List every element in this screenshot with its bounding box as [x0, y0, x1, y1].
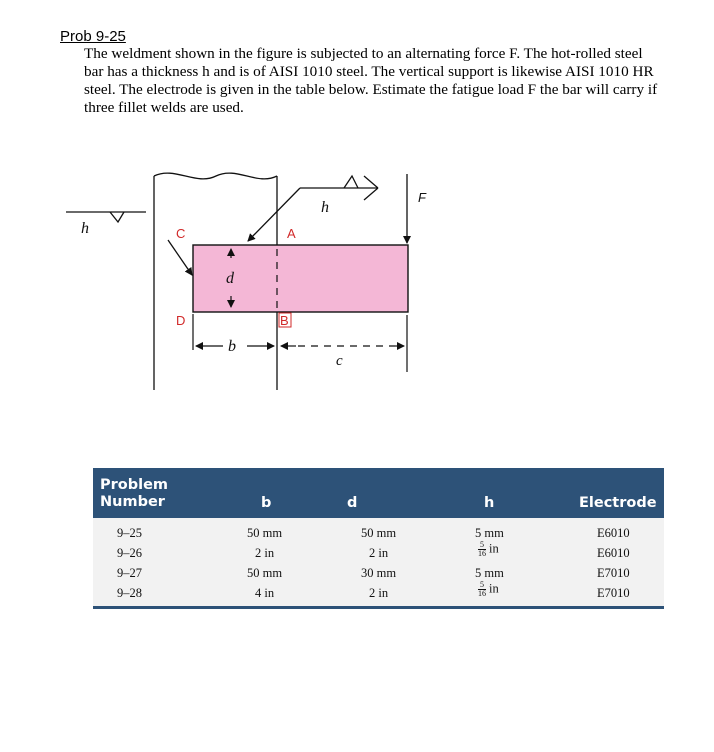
- cell-b: 50 mm: [247, 526, 283, 540]
- label-c: c: [336, 353, 343, 369]
- header-b: b: [261, 495, 272, 511]
- cell-problem: 9–25: [117, 526, 142, 540]
- cell-d: 2 in: [369, 546, 389, 560]
- cell-h: $\frac{5}{16}$ in: [478, 540, 499, 558]
- label-D: D: [176, 313, 186, 328]
- label-B: B: [280, 313, 289, 328]
- label-C: C: [176, 226, 186, 241]
- label-d: d: [226, 270, 234, 287]
- cell-electrode: E7010: [597, 586, 630, 600]
- table-header: [93, 468, 664, 518]
- cell-electrode: E6010: [597, 526, 630, 540]
- cell-problem: 9–26: [117, 546, 142, 560]
- cell-h: 5 mm: [475, 526, 504, 540]
- label-h-top: h: [321, 199, 329, 216]
- label-F: F: [418, 190, 426, 205]
- problem-title: Prob 9-25: [60, 28, 126, 45]
- header-problem-number: Problem Number: [100, 477, 169, 510]
- cell-b: 4 in: [255, 586, 275, 600]
- leader-c: [168, 240, 192, 275]
- cell-h: 5 mm: [475, 566, 504, 580]
- weld-symbol-top: [248, 176, 378, 241]
- cell-problem: 9–27: [117, 566, 142, 580]
- dimension-c: [281, 315, 407, 372]
- problem-table: [93, 468, 664, 613]
- cell-d: 50 mm: [361, 526, 397, 540]
- label-h-left: h: [81, 220, 89, 237]
- weldment-figure: [60, 150, 460, 390]
- cell-electrode: E6010: [597, 546, 630, 560]
- cell-d: 30 mm: [361, 566, 397, 580]
- cell-b: 50 mm: [247, 566, 283, 580]
- header-d: d: [347, 495, 358, 511]
- cell-b: 2 in: [255, 546, 275, 560]
- problem-statement: The weldment shown in the figure is subjected to an alternating force F. The hot-rolled steel bar has a thickness h and is of AISI 1010 steel. The vertical support is likewise AISI 1010 HR steel. The electrode is given in the table below. Estimate the fatigue load F the bar will carry if three fillet welds are used.: [84, 45, 658, 116]
- header-h: h: [484, 495, 495, 511]
- weld-symbol-left: [66, 212, 146, 222]
- header-electrode: Electrode: [579, 495, 657, 511]
- table-bottom-rule: [93, 606, 664, 609]
- cell-h: $\frac{5}{16}$ in: [478, 580, 499, 598]
- label-A: A: [287, 226, 296, 241]
- cell-d: 2 in: [369, 586, 389, 600]
- fraction: $\frac{5}{16}$: [478, 540, 486, 558]
- cell-electrode: E7010: [597, 566, 630, 580]
- label-b: b: [228, 338, 236, 355]
- fraction: $\frac{5}{16}$: [478, 580, 486, 598]
- table-body: [93, 518, 664, 606]
- cell-problem: 9–28: [117, 586, 142, 600]
